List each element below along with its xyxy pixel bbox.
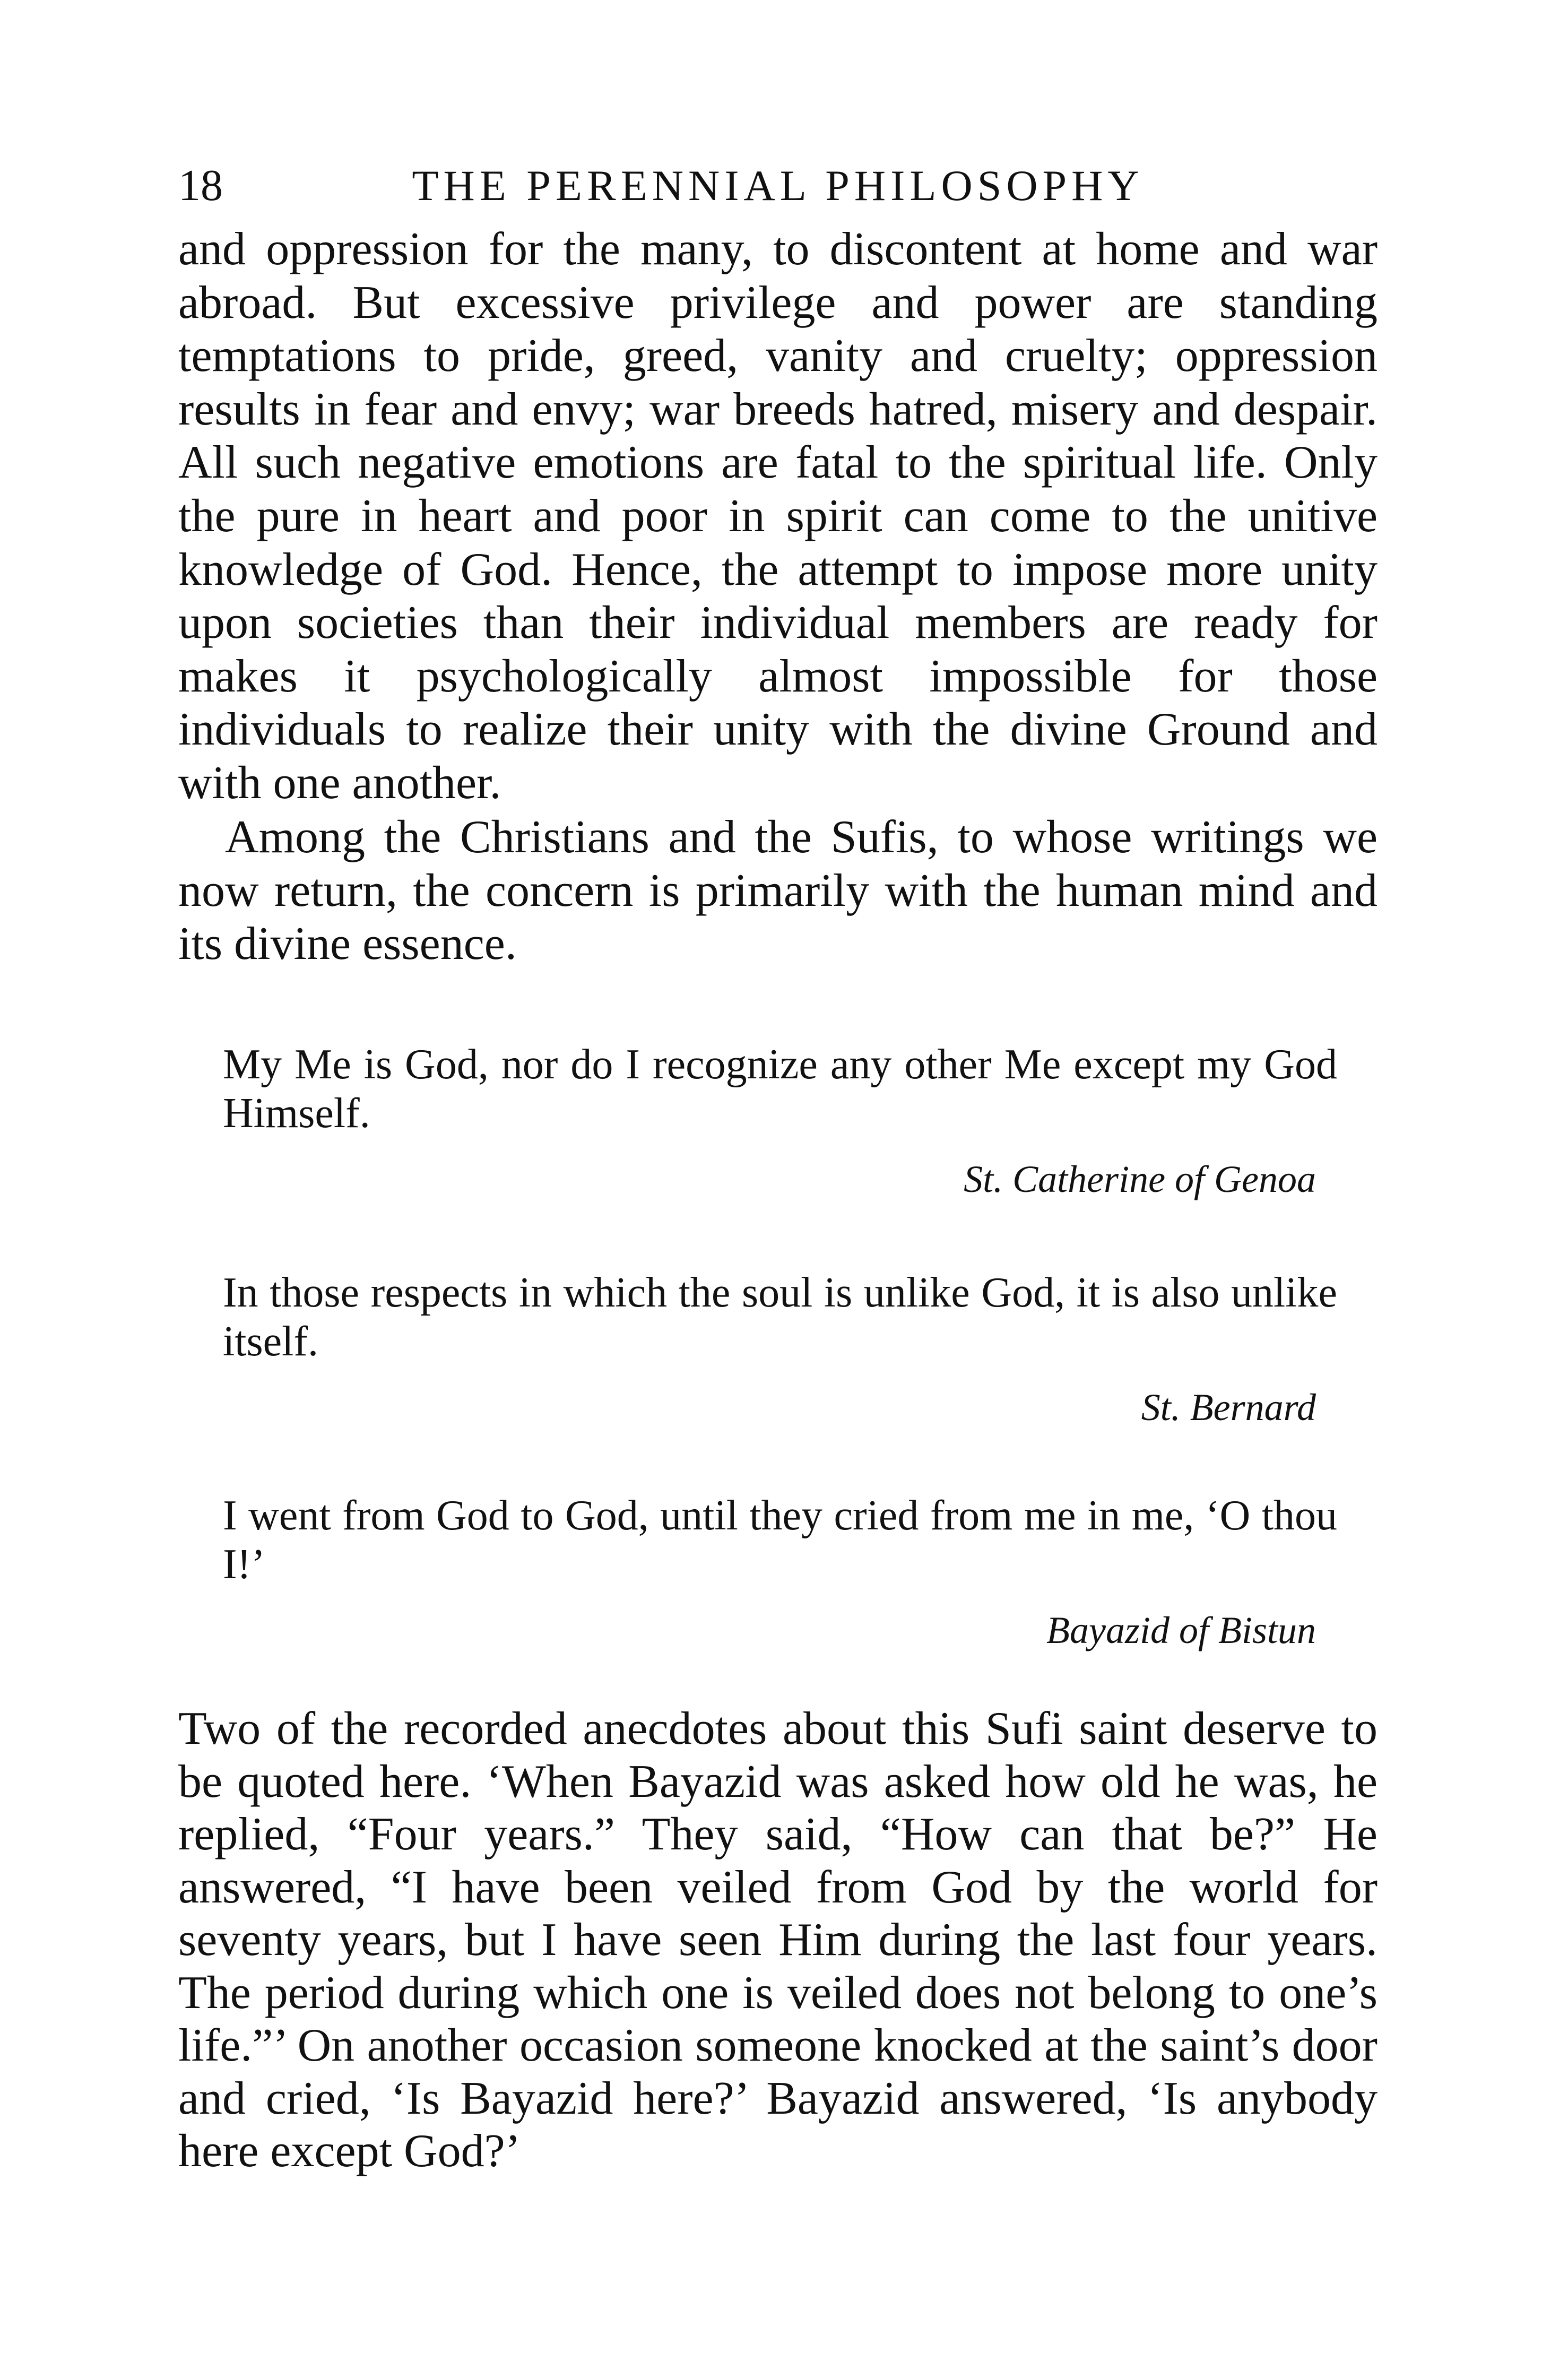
quotation bbox=[223, 1268, 1337, 1431]
quotation-text: In those respects in which the soul is unlike God, it is also unlike itself. bbox=[223, 1269, 1337, 1365]
page-number: 18 bbox=[178, 161, 223, 210]
quotation-text: I went from God to God, until they cried from me in me, ‘O thou I!’ bbox=[223, 1492, 1337, 1588]
running-head: THE PERENNIAL PHILOSOPHY bbox=[412, 161, 1144, 210]
body-paragraph: and oppression for the many, to discontent at home and war abroad. But excessive privilege and power are standing temptations to pride, greed, vanity and cruelty; oppression results in fear and envy; war breeds hatred, misery and despair. All such negative emotions are fatal to the spiritual life. Only the pure in heart and poor in spirit can come to the unitive knowledge of God. Hence, the attempt to impose more unity upon societies than their individual members are ready for makes it psychologically almost impossible for those individuals to realize their unity with the divine Ground and with one another. bbox=[178, 223, 1378, 809]
body-paragraph: Among the Christians and the Sufis, to whose writings we now return, the concern is primarily with the human mind and its divine essence. bbox=[178, 811, 1378, 970]
closing-paragraph: Two of the recorded anecdotes about this Sufi saint deserve to be quoted here. ‘When Bayazid was asked how old he was, he replied, “Four years.” They said, “How can that be?” He answered, “I have been veiled from God by the world for seventy years, but I have seen Him during the last four years. The period during which one is veiled does not belong to one’s life.”’ On another occasion someone knocked at the saint’s door and cried, ‘Is Bayazid here?’ Bayazid answered, ‘Is anybody here except God?’ bbox=[178, 1703, 1378, 2177]
quotation bbox=[223, 1040, 1337, 1203]
quotation bbox=[223, 1491, 1337, 1654]
quotation-text: My Me is God, nor do I recognize any other Me except my God Himself. bbox=[223, 1041, 1337, 1137]
quotation-attribution: St. Catherine of Genoa bbox=[964, 1158, 1316, 1200]
quotation-attribution: Bayazid of Bistun bbox=[1046, 1609, 1316, 1651]
quotation-attribution: St. Bernard bbox=[1141, 1386, 1316, 1429]
page-header bbox=[178, 154, 1378, 218]
